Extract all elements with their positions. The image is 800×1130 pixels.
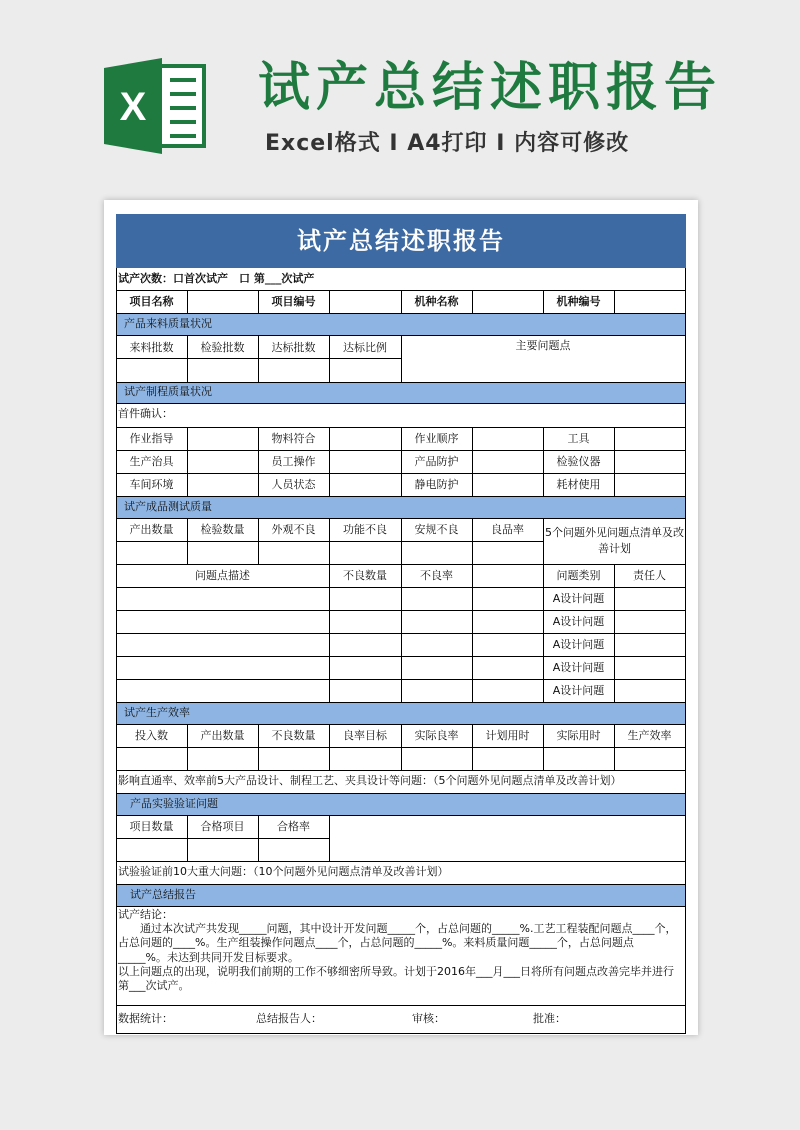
label-model-name: 机种名称 — [414, 295, 459, 308]
col-owner: 责任人 — [633, 569, 666, 582]
process-cell: 检验仪器 — [556, 455, 601, 468]
col-safety-defect: 安规不良 — [414, 523, 459, 536]
process-cell: 静电防护 — [414, 478, 459, 491]
excel-icon — [104, 58, 206, 154]
conclusion-paragraph-2: 以上问题点的出现，说明我们前期的工作不够细密所导致。计划于2016年___月___日将所有问题点改善完毕并进行第___次试产。 — [118, 964, 674, 993]
document-title: 试产总结述职报告 — [116, 214, 686, 268]
page-subtitle: Excel格式 I A4打印 I 内容可修改 — [265, 131, 630, 156]
process-cell: 生产治具 — [129, 455, 174, 468]
col-planned-time: 计划用时 — [485, 729, 530, 742]
col-incoming-batches: 来料批数 — [129, 341, 174, 354]
issue-type-cell: A设计问题 — [552, 615, 605, 628]
trial-count: 试产次数：口首次试产 口 第___次试产 — [118, 272, 315, 285]
section-band-efficiency — [116, 702, 686, 724]
issue-type-cell: A设计问题 — [552, 661, 605, 674]
col-passed-items: 合格项目 — [200, 820, 245, 833]
issue-list-note: 5个问题外见问题点清单及改善计划 — [545, 526, 684, 555]
col-defects: 不良数量 — [271, 729, 316, 742]
conclusion-paragraph-1: 通过本次试产共发现_____问题，其中设计开发问题_____个，占总问题的_____%.工艺工程装配问题点____个，占总问题的____%。生产组装操作问题点____个，占总问题的_____%。来料质量问题_____个，占总问题点_____%。未达到共同开发目标要求。 — [118, 922, 677, 964]
col-defect-rate: 不良率 — [420, 569, 453, 582]
section-title-testing: 试产成品测试质量 — [124, 500, 212, 513]
col-pass-rate: 合格率 — [277, 820, 310, 833]
label-project-no: 项目编号 — [271, 295, 316, 308]
issue-type-cell: A设计问题 — [552, 638, 605, 651]
col-item-count: 项目数量 — [129, 820, 174, 833]
first-article-confirm: 首件确认： — [118, 407, 173, 420]
col-inspected-batches: 检验批数 — [200, 341, 245, 354]
section-title-summary: 试产总结报告 — [130, 888, 196, 901]
col-actual-time: 实际用时 — [556, 729, 601, 742]
col-output-qty: 产出数量 — [129, 523, 174, 536]
label-model-no: 机种编号 — [556, 295, 601, 308]
section-band-summary — [116, 884, 686, 906]
col-issue-desc: 问题点描述 — [195, 569, 250, 582]
issue-type-cell: A设计问题 — [552, 592, 605, 605]
section-title-materials: 产品来料质量状况 — [124, 317, 212, 330]
col-main-issues: 主要问题点 — [515, 339, 571, 352]
footer-data-stats: 数据统计： — [118, 1012, 173, 1025]
col-appearance-defect: 外观不良 — [271, 523, 316, 536]
label-project-name: 项目名称 — [129, 295, 174, 308]
col-issue-type: 问题类别 — [556, 569, 601, 582]
col-yield: 良品率 — [491, 523, 524, 536]
process-cell: 产品防护 — [414, 455, 459, 468]
col-inspect-qty: 检验数量 — [200, 523, 245, 536]
issue-type-cell: A设计问题 — [552, 684, 605, 697]
section-title-validation: 产品实验验证问题 — [130, 797, 218, 810]
col-passed-batches: 达标批数 — [271, 341, 316, 354]
col-yield-target: 良率目标 — [343, 729, 387, 742]
footer-approver: 批准： — [533, 1012, 566, 1025]
process-cell: 物料符合 — [271, 432, 316, 445]
col-pass-ratio: 达标比例 — [343, 341, 387, 354]
conclusion-block — [118, 908, 682, 993]
col-actual-yield: 实际良率 — [414, 729, 459, 742]
header-banner — [0, 0, 800, 195]
process-cell: 人员状态 — [271, 478, 316, 491]
conclusion-label: 试产结论： — [118, 908, 173, 921]
process-cell: 作业指导 — [129, 432, 174, 445]
process-cell: 工具 — [567, 432, 590, 445]
process-cell: 车间环境 — [129, 478, 174, 491]
footer-reporter: 总结报告人： — [256, 1012, 322, 1025]
col-defect-qty: 不良数量 — [343, 569, 387, 582]
process-cell: 耗材使用 — [556, 478, 601, 491]
footer-reviewer: 审核： — [412, 1012, 445, 1025]
process-cell: 员工操作 — [271, 455, 316, 468]
validation-note: 试验验证前10大重大问题：（10个问题外见问题点清单及改善计划） — [118, 865, 449, 878]
col-function-defect: 功能不良 — [343, 523, 387, 536]
col-output: 产出数量 — [200, 729, 245, 742]
section-title-efficiency: 试产生产效率 — [124, 706, 190, 719]
section-title-process: 试产制程质量状况 — [124, 385, 212, 398]
col-input: 投入数 — [135, 729, 168, 742]
efficiency-note: 影响直通率、效率前5大产品设计、制程工艺、夹具设计等问题：（5个问题外见问题点清单及改善计划） — [118, 774, 622, 787]
col-efficiency: 生产效率 — [627, 729, 672, 742]
svg-text:X: X — [119, 85, 147, 129]
process-cell: 作业顺序 — [414, 432, 459, 445]
page-title: 试产总结述职报告 — [258, 58, 723, 118]
